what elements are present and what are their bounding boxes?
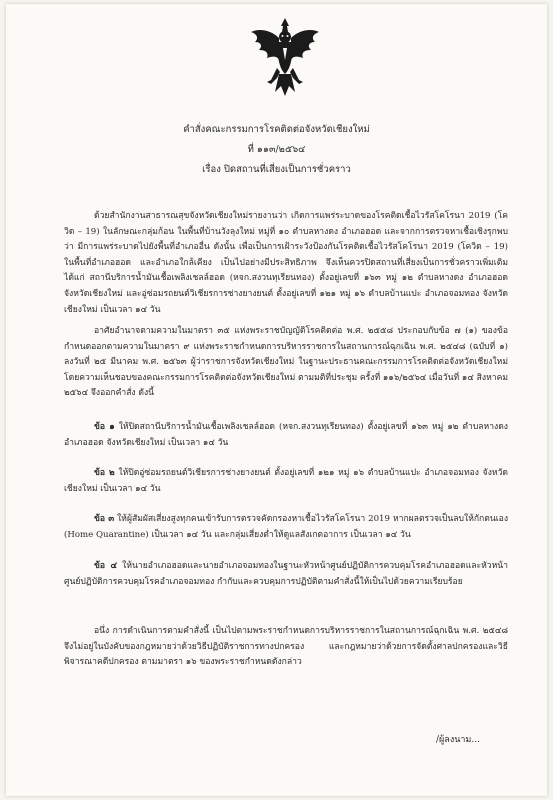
paragraph-authority: อาศัยอำนาจตามความในมาตรา ๓๕ แห่งพระราชบัญญัติโรคติดต่อ พ.ศ. ๒๕๕๘ ประกอบกับข้อ ๗ (๑) ของข้อกำหนดออกตามความในมาตรา ๙ แห่งพระราชกำหนดการบริหารราชการในสถานการณ์ฉุกเฉิน พ.ศ. ๒๕๔๘ (ฉบับที่ ๑) ลงวันที่ ๒๕ มีนาคม พ.ศ. ๒๕๖๓ ผู้ว่าราชการจังหวัดเชียงใหม่ ในฐานะประธานคณะกรรมการโรคติดต่อจังหวัดเชียงใหม่ โดยความเห็นชอบของคณะกรรมการโรคติดต่อจังหวัดเชียงใหม่ ตามมติที่ประชุม ครั้งที่ ๑๑๖/๒๕๖๔ เมื่อวันที่ ๑๔ สิงหาคม ๒๕๖๔ จึงออกคำสั่ง ดังนี้ <box>64 326 508 399</box>
clause-3-label: ข้อ ๓ <box>94 514 115 524</box>
garuda-emblem-icon <box>249 16 321 98</box>
order-subject: เรื่อง ปิดสถานที่เสี่ยงเป็นการชั่วคราว <box>202 164 351 175</box>
clause-4-text: ให้นายอำเภอฮอดและนายอำเภอจอมทองในฐานะหัวหน้าศูนย์ปฏิบัติการควบคุมโรคอำเภอฮอดและหัวหน้าศูนย์ปฏิบัติการควบคุมโรคอำเภอจอมทอง กำกับและควบคุมการปฏิบัติตามคำสั่งนี้ให้เป็นไปด้วยความเรียบร้อย <box>64 561 508 587</box>
clause-4-label: ข้อ ๔ <box>94 561 117 571</box>
document-page <box>6 4 547 796</box>
clause-1-text: ให้ปิดสถานีบริการน้ำมันเชื้อเพลิงเชลล์ฮอด (หจก.สงวนทุเรียนทอง) ตั้งอยู่เลขที่ ๑๖๓ หมู่ ๑๒ ตำบลหางดง อำเภอฮอด จังหวัดเชียงใหม่ เป็นเวลา ๑๔ วัน <box>64 422 508 448</box>
order-title: คำสั่งคณะกรรมการโรคติดต่อจังหวัดเชียงใหม่ <box>183 124 370 135</box>
clause-3-text: ให้ผู้สัมผัสเสี่ยงสูงทุกคนเข้ารับการตรวจคัดกรองหาเชื้อไวรัสโคโรนา 2019 หากผลตรวจเป็นลบให้กักตนเอง (Home Quarantine) เป็นเวลา ๑๔ วัน และกลุ่มเสี่ยงต่ำให้ดูแลสังเกตอาการ เป็นเวลา ๑๔ วัน <box>64 514 509 540</box>
signer-continuation: /ผู้ลงนาม... <box>436 735 480 745</box>
order-number: ที่ ๑๑๓/๒๕๖๔ <box>247 144 306 155</box>
clause-1 <box>64 420 508 451</box>
clause-2-label: ข้อ ๒ <box>94 468 115 478</box>
clause-4 <box>64 559 508 590</box>
clause-2-text: ให้ปิดอู่ซ่อมรถยนต์วิเชียรการช่างยางยนต์ ตั้งอยู่เลขที่ ๑๒๑ หมู่ ๑๖ ตำบลบ้านแปะ อำเภอจอมทอง จังหวัดเชียงใหม่ เป็นเวลา ๑๔ วัน <box>64 468 508 494</box>
paragraph-notice: อนึ่ง การดำเนินการตามคำสั่งนี้ เป็นไปตามพระราชกำหนดการบริหารราชการในสถานการณ์ฉุกเฉิน พ.ศ. ๒๕๔๘ จึงไม่อยู่ในบังคับของกฎหมายว่าด้วยวิธีปฏิบัติราชการทางปกครอง และกฎหมายว่าด้วยการจัดตั้งศาลปกครองและวิธีพิจารณาคดีปกครอง ตามมาตรา ๑๖ ของพระราชกำหนดดังกล่าว <box>64 626 508 668</box>
paragraph-background: ด้วยสำนักงานสาธารณสุขจังหวัดเชียงใหม่รายงานว่า เกิดการแพร่ระบาดของโรคติดเชื้อไวรัสโคโรนา 2019 (โควิด – 19) ในลักษณะกลุ่มก้อน ในพื้นที่บ้านวังลุงใหม่ หมู่ที่ ๑๐ ตำบลหางดง อำเภอฮอด และจากการตรวจหาเชื้อเชิงรุกพบว่า มีการแพร่ระบาดไปยังพื้นที่อำเภออื่น ดังนั้น เพื่อเป็นการเฝ้าระวังป้องกันโรคติดเชื้อไวรัสโคโรนา 2019 (โควิด – 19) ในพื้นที่อำเภอฮอด และอำเภอใกล้เคียง เป็นไปอย่างมีประสิทธิภาพ จึงเห็นควรปิดสถานที่เสี่ยงเป็นการชั่วคราวเพิ่มเติม ได้แก่ สถานีบริการน้ำมันเชื้อเพลิงเชลล์ฮอด (หจก.สงวนทุเรียนทอง) ตั้งอยู่เลขที่ ๑๖๓ หมู่ ๑๒ ตำบลหางดง อำเภอฮอด จังหวัดเชียงใหม่ และอู่ซ่อมรถยนต์วิเชียรการช่างยางยนต์ ตั้งอยู่เลขที่ ๑๒๑ หมู่ ๑๖ ตำบลบ้านแปะ อำเภอจอมทอง จังหวัดเชียงใหม่ เป็นเวลา ๑๔ วัน <box>64 211 508 315</box>
clause-3 <box>64 512 508 543</box>
clause-2 <box>64 466 508 497</box>
clause-1-label: ข้อ ๑ <box>94 422 115 432</box>
